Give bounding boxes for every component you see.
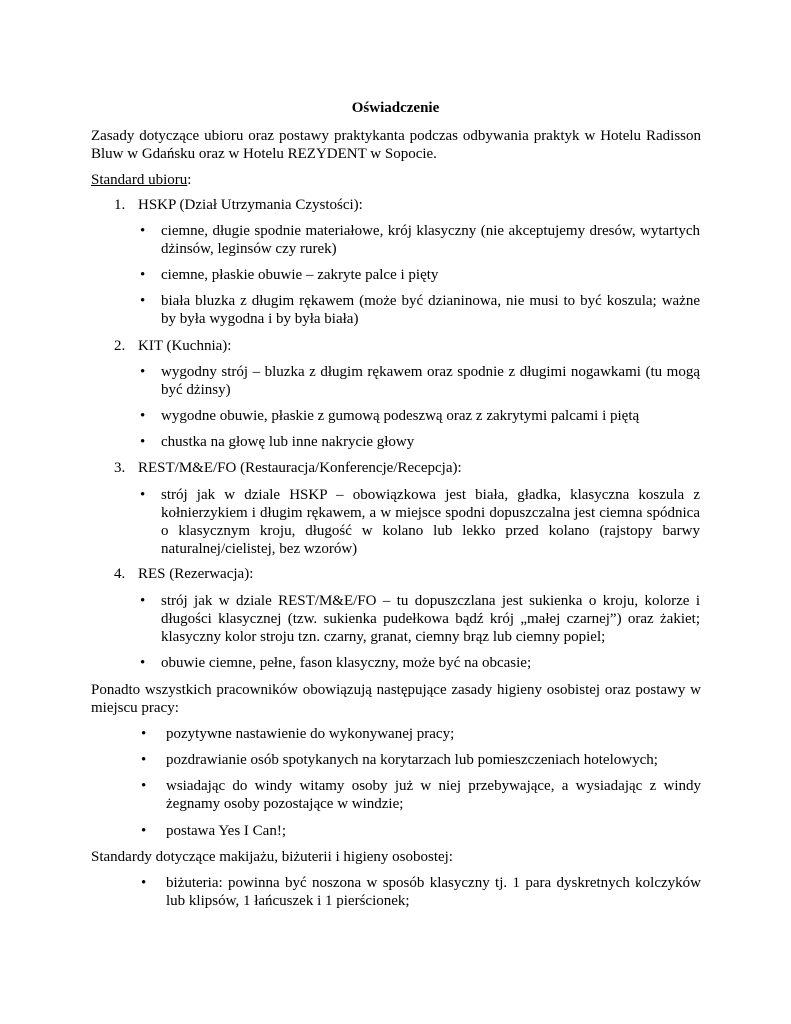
list-item-text: wygodny strój – bluzka z długim rękawem oraz spodnie z długimi nogawkami (tu mogą być dżinsy) <box>161 364 700 398</box>
bullet-icon: • <box>140 223 146 239</box>
standard-heading <box>91 171 701 189</box>
standard-heading-colon: : <box>187 172 192 188</box>
intro-paragraph: Zasady dotyczące ubioru oraz postawy praktykanta podczas odbywania praktyk w Hotelu Radisson Bluw w Gdańsku oraz w Hotelu REZYDENT w Sopocie. <box>91 128 701 162</box>
list-item-text: pozdrawianie osób spotykanych na korytarzach lub pomieszczeniach hotelowych; <box>166 752 658 768</box>
list-item-text: ciemne, płaskie obuwie – zakryte palce i pięty <box>161 267 439 283</box>
standard-heading-text: Standard ubioru <box>91 172 188 188</box>
list-item-text: pozytywne nastawienie do wykonywanej pracy; <box>166 726 455 742</box>
list-item-text: chustka na głowę lub inne nakrycie głowy <box>161 434 415 450</box>
section-number: 3. <box>114 460 126 476</box>
list-item-text: strój jak w dziale REST/M&E/FO – tu dopuszczlana jest sukienka o kroju, kolorze i długości klasycznej (tzw. sukienka pudełkowa bądź krój „małej czarnej”) oraz żakiet; klasyczny kolor stroju tzn. czarny, granat, ciemny brąz lub ciemny popiel; <box>161 593 700 645</box>
list-item-text: biżuteria: powinna być noszona w sposób klasyczny tj. 1 para dyskretnych kolczyków lub klipsów, 1 łańcuszek i 1 pierścionek; <box>166 875 701 909</box>
list-item-text: postawa Yes I Can!; <box>166 823 286 839</box>
makeup-intro: Standardy dotyczące makijażu, biżuterii i higieny osobostej: <box>91 849 453 865</box>
section-title: HSKP (Dział Utrzymania Czystości): <box>138 197 363 213</box>
bullet-icon: • <box>140 655 146 671</box>
list-item-text: strój jak w dziale HSKP – obowiązkowa jest biała, gładka, klasyczna koszula z kołnierzykiem i długim rękawem, a w miejsce spodni dopuszczalna jest ciemna spódnica o klasycznym kroju, długość w kolano lub lekko przed kolano (rajstopy barwy naturalnej/cielistej, bez wzorów) <box>161 487 700 557</box>
section-heading <box>114 196 363 214</box>
bullet-icon: • <box>141 875 147 891</box>
document-title: Oświadczenie <box>351 100 440 116</box>
bullet-icon: • <box>140 593 146 609</box>
bullet-icon: • <box>140 487 146 503</box>
list-item-text: obuwie ciemne, pełne, fason klasyczny, może być na obcasie; <box>161 655 532 671</box>
bullet-icon: • <box>140 434 146 450</box>
bullet-icon: • <box>140 364 146 380</box>
bullet-icon: • <box>141 752 147 768</box>
list-item-text: wygodne obuwie, płaskie z gumową podeszwą oraz z zakrytymi palcami i piętą <box>161 408 640 424</box>
section-number: 4. <box>114 566 126 582</box>
bullet-icon: • <box>141 726 147 742</box>
bullet-icon: • <box>140 293 146 309</box>
section-heading <box>114 565 253 583</box>
section-title: KIT (Kuchnia): <box>138 338 232 354</box>
section-title: RES (Rezerwacja): <box>138 566 254 582</box>
bullet-icon: • <box>141 823 147 839</box>
list-item-text: wsiadając do windy witamy osoby już w niej przebywające, a wysiadając z windy żegnamy osoby pozostające w windzie; <box>166 778 701 812</box>
bullet-icon: • <box>141 778 147 794</box>
section-number: 1. <box>114 197 126 213</box>
list-item-text: biała bluzka z długim rękawem (może być dzianinowa, nie musi to być koszula; ważne by była wygodna i by była biała) <box>161 293 700 327</box>
section-heading <box>114 459 462 477</box>
hygiene-intro: Ponadto wszystkich pracowników obowiązują następujące zasady higieny osobistej oraz postawy w miejscu pracy: <box>91 682 701 716</box>
section-title: REST/M&E/FO (Restauracja/Konferencje/Recepcja): <box>138 460 462 476</box>
list-item-text: ciemne, długie spodnie materiałowe, krój klasyczny (nie akceptujemy dresów, wytartych dżinsów, leginsów czy rurek) <box>161 223 700 257</box>
section-heading <box>114 337 231 355</box>
bullet-icon: • <box>140 408 146 424</box>
bullet-icon: • <box>140 267 146 283</box>
section-number: 2. <box>114 338 126 354</box>
